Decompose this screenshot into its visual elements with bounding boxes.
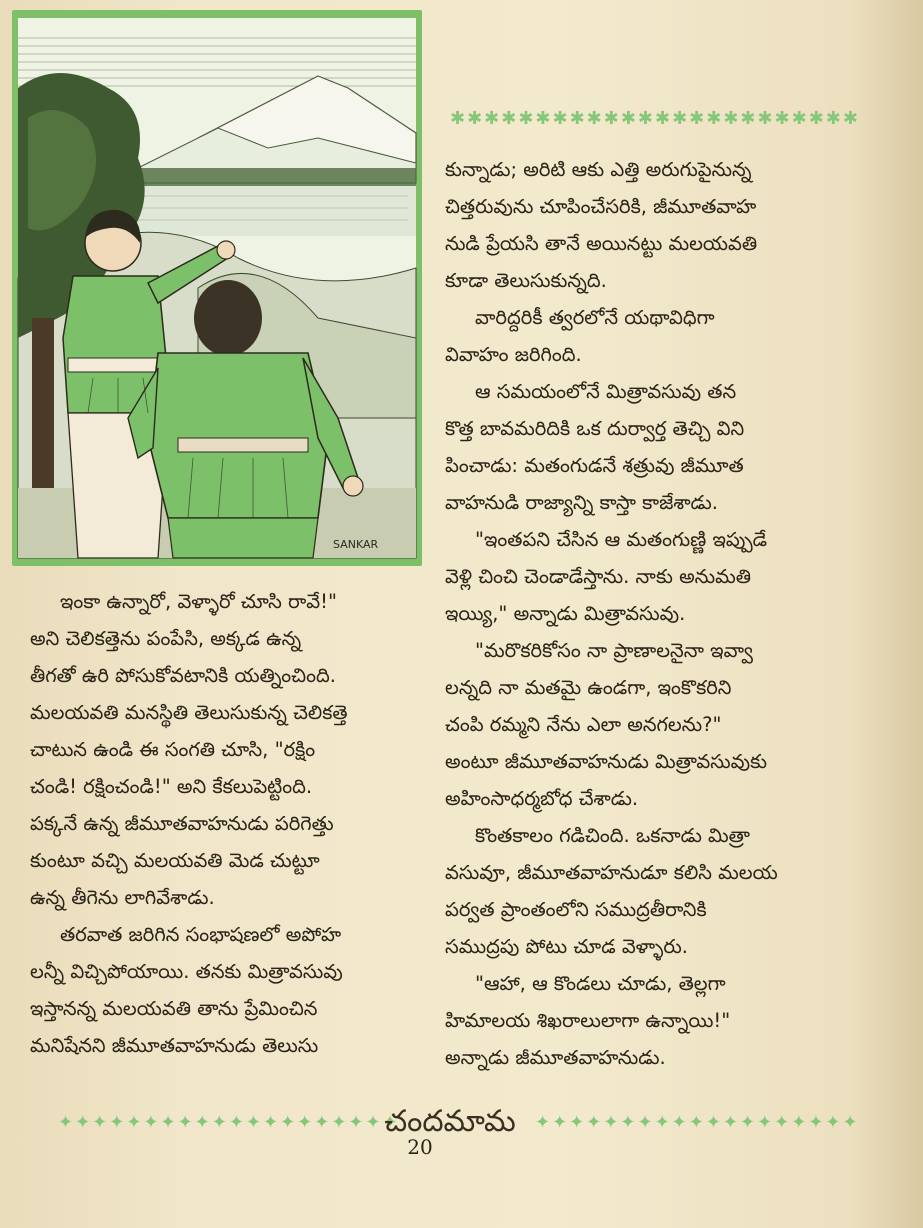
text-line: వెళ్లి చించి చెండాడేస్తాను. నాకు అనుమతి bbox=[445, 565, 751, 588]
text-line: సముద్రపు పోటు చూడ వెళ్ళారు. bbox=[445, 935, 688, 958]
text-line: పించాడు: మతంగుడనే శత్రువు జీమూత bbox=[445, 454, 744, 477]
text-line: చిత్తరువును చూపించేసరికి, జీమూతవాహ bbox=[445, 195, 757, 218]
left-text-column bbox=[30, 584, 422, 1065]
text-line: కొత్త బావమరిదికి ఒక దుర్వార్త తెచ్చి విని bbox=[445, 417, 745, 440]
text-line: "ఇంతపని చేసిన ఆ మతంగుణ్ణి ఇప్పుడే bbox=[475, 528, 768, 551]
footer-left-ornament: ✦✦✦✦✦✦✦✦✦✦✦✦✦✦✦✦✦✦✦✦ bbox=[58, 1112, 400, 1133]
text-line: వారిద్దరికీ త్వరలోనే యథావిధిగా bbox=[475, 306, 715, 329]
text-line: అని చెలికత్తెను పంపేసి, అక్కడ ఉన్న bbox=[30, 627, 302, 650]
text-line: మలయవతి మనస్థితి తెలుసుకున్న చెలికత్తె bbox=[30, 701, 348, 724]
two-men-mountain-scene-illustration bbox=[18, 18, 416, 558]
text-line: ఇస్తానన్న మలయవతి తాను ప్రేమించిన bbox=[30, 997, 318, 1020]
text-line: "మరొకరికోసం నా ప్రాణాలనైనా ఇవ్వా bbox=[475, 639, 753, 662]
text-line: కున్నాడు; అరిటి ఆకు ఎత్తి అరుగుపైనున్న bbox=[445, 158, 752, 181]
text-line: నుడి ప్రేయసి తానే అయినట్టు మలయవతి bbox=[445, 232, 758, 255]
text-line: చాటున ఉండి ఈ సంగతి చూసి, "రక్షిం bbox=[30, 738, 316, 761]
magazine-title: చందమామ bbox=[384, 1104, 516, 1139]
text-line: మనిషేనని జీమూతవాహనుడు తెలుసు bbox=[30, 1034, 319, 1057]
text-line: ఇయ్యి," అన్నాడు మిత్రావసువు. bbox=[445, 602, 686, 625]
text-line: లన్నది నా మతమై ఉండగా, ఇంకొకరిని bbox=[445, 676, 732, 699]
text-line: పర్వత ప్రాంతంలోని సముద్రతీరానికి bbox=[445, 898, 707, 921]
text-line: లన్నీ విచ్చిపోయాయి. తనకు మిత్రావసువు bbox=[30, 960, 343, 983]
text-line: "ఆహా, ఆ కొండలు చూడు, తెల్లగా bbox=[475, 972, 726, 995]
text-line: కొంతకాలం గడిచింది. ఒకనాడు మిత్రా bbox=[475, 824, 750, 847]
text-line: వాహనుడి రాజ్యాన్ని కాస్తా కాజేశాడు. bbox=[445, 491, 718, 514]
illustration-signature: SANKAR bbox=[333, 538, 379, 551]
text-line: పక్కనే ఉన్న జీమూతవాహనుడు పరిగెత్తు bbox=[30, 812, 334, 835]
text-line: తీగతో ఉరి పోసుకోవటానికి యత్నించింది. bbox=[30, 664, 336, 687]
text-line: ఇంకా ఉన్నారో, వెళ్ళారో చూసి రావే!" bbox=[60, 590, 337, 613]
text-line: ఆ సమయంలోనే మిత్రావసువు తన bbox=[475, 380, 737, 403]
text-line: వసువూ, జీమూతవాహనుడూ కలిసి మలయ bbox=[445, 861, 778, 884]
text-line: అహింసాధర్మబోధ చేశాడు. bbox=[445, 787, 639, 810]
right-text-column bbox=[445, 152, 853, 1077]
page-number: 20 bbox=[407, 1135, 433, 1159]
text-line: అంటూ జీమూతవాహనుడు మిత్రావసువుకు bbox=[445, 750, 768, 773]
text-line: అన్నాడు జీమూతవాహనుడు. bbox=[445, 1046, 666, 1069]
text-line: చండి! రక్షించండి!" అని కేకలుపెట్టింది. bbox=[30, 775, 313, 798]
text-line: తరవాత జరిగిన సంభాషణలో అపోహ bbox=[60, 923, 342, 946]
text-line: హిమాలయ శిఖరాలులాగా ఉన్నాయి!" bbox=[445, 1009, 731, 1032]
top-right-ornament: ✱✱✱✱✱✱✱✱✱✱✱✱✱✱✱✱✱✱✱✱✱✱✱✱ bbox=[450, 108, 860, 129]
footer-right-ornament: ✦✦✦✦✦✦✦✦✦✦✦✦✦✦✦✦✦✦✦ bbox=[535, 1112, 860, 1133]
text-line: ఉన్న తీగెను లాగివేశాడు. bbox=[30, 886, 215, 909]
text-line: చంపి రమ్మని నేను ఎలా అనగలను?" bbox=[445, 713, 722, 736]
text-line: కూడా తెలుసుకున్నది. bbox=[445, 269, 607, 292]
story-illustration bbox=[12, 10, 422, 566]
text-line: కుంటూ వచ్చి మలయవతి మెడ చుట్టూ bbox=[30, 849, 320, 872]
text-line: వివాహం జరిగింది. bbox=[445, 343, 582, 366]
